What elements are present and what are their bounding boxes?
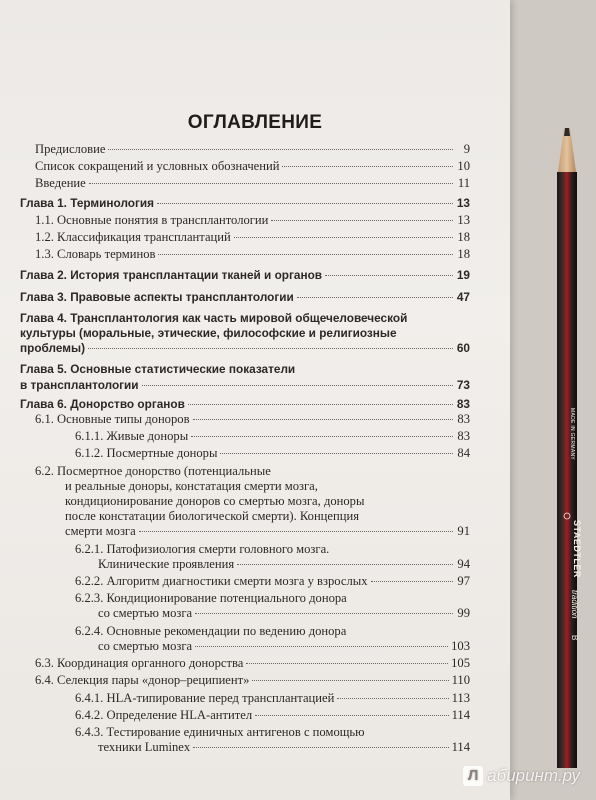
leader-dots xyxy=(220,453,453,454)
toc-page-number: 91 xyxy=(457,524,470,539)
leader-dots xyxy=(371,581,454,582)
toc-entry xyxy=(20,574,470,589)
toc-entry-title: смерти мозга xyxy=(65,524,136,539)
toc-entry-title: 6.1. Основные типы доноров xyxy=(35,412,190,427)
toc-page-number: 19 xyxy=(456,268,470,283)
toc-page-number: 97 xyxy=(457,574,470,589)
toc-entry-title: Список сокращений и условных обозначений xyxy=(35,159,280,174)
toc-entry-title-line: 6.2. Посмертное донорство (потенциальные xyxy=(35,463,271,478)
toc-entry-title-line: кондиционирование доноров со смертью мозга, доноры xyxy=(65,494,365,509)
toc-entry xyxy=(20,591,470,621)
toc-page-number: 114 xyxy=(451,707,470,722)
toc-entry-title: со смертью мозга xyxy=(98,638,193,653)
pencil-grade: B xyxy=(570,635,579,641)
toc-entry-title: 6.4. Селекция пары «донор–реципиент» xyxy=(35,673,250,688)
leader-dots xyxy=(158,254,453,255)
toc-entry-title: Глава 6. Донорство органов xyxy=(20,396,185,411)
toc-entry xyxy=(20,691,470,706)
toc-page-number: 11 xyxy=(457,176,470,191)
leader-dots xyxy=(195,646,448,647)
toc-entry-title: Предисловие xyxy=(35,142,106,156)
pencil-lead xyxy=(564,128,570,136)
toc-chapter xyxy=(20,362,470,392)
leader-dots xyxy=(297,297,453,298)
leader-dots xyxy=(88,348,453,349)
toc-entry xyxy=(20,159,470,174)
toc-entry-title: со смертью мозга xyxy=(98,606,193,621)
toc-entry xyxy=(20,230,470,245)
toc-entry-title: в трансплантологии xyxy=(20,377,139,392)
toc-entry-title: 1.3. Словарь терминов xyxy=(35,247,156,262)
toc-chapter xyxy=(20,290,470,305)
toc-page-number: 83 xyxy=(457,412,470,427)
leader-dots xyxy=(234,237,453,238)
toc-page-number: 13 xyxy=(456,195,470,210)
toc-page-number: 9 xyxy=(463,142,470,156)
toc-page-number: 13 xyxy=(457,212,470,227)
toc-entry xyxy=(20,708,470,723)
page-title: ОГЛАВЛЕНИЕ xyxy=(187,112,323,133)
toc-entry-title-line: 6.2.1. Патофизиология смерти головного мозга. xyxy=(75,541,330,556)
leader-dots xyxy=(188,404,453,405)
leader-dots xyxy=(337,698,448,699)
toc-entry-title: Глава 1. Терминология xyxy=(20,195,155,210)
toc-page-number: 47 xyxy=(456,289,470,304)
toc-page-number: 18 xyxy=(457,230,470,245)
toc-page-number: 83 xyxy=(456,396,470,411)
toc-page-number: 83 xyxy=(457,429,470,444)
toc-entry-title-line: 6.4.3. Тестирование единичных антигенов с помощью xyxy=(75,724,365,739)
pencil-model: tradition xyxy=(570,590,579,619)
leader-dots xyxy=(157,203,453,204)
toc-page-number: 10 xyxy=(457,159,470,174)
toc-entry xyxy=(20,142,470,157)
toc-entry-title: 1.1. Основные понятия в трансплантологии xyxy=(35,212,269,227)
pencil-image xyxy=(552,128,582,768)
toc-entry-title-line: Глава 5. Основные статистические показатели xyxy=(20,362,296,377)
toc-entry-title: Введение xyxy=(35,176,86,191)
toc-entry xyxy=(20,542,470,572)
toc-entry xyxy=(20,464,470,540)
toc-entry-title: Глава 2. История трансплантации тканей и органов xyxy=(20,268,323,283)
toc-page-number: 60 xyxy=(456,341,470,356)
leader-dots xyxy=(237,564,453,565)
toc-page-number: 110 xyxy=(451,673,470,688)
leader-dots xyxy=(271,220,453,221)
toc-entry-title-line: 6.2.3. Кондиционирование потенциального донора xyxy=(75,591,347,606)
toc-entry-title: 6.1.2. Посмертные доноры xyxy=(75,446,218,461)
leader-dots xyxy=(142,385,453,386)
toc-entry-title-line: после констатации биологической смерти). Концепция xyxy=(65,509,360,524)
pencil-origin: MADE IN GERMANY xyxy=(569,408,575,461)
leader-dots xyxy=(252,680,448,681)
toc-chapter xyxy=(20,311,470,357)
labirint-watermark xyxy=(463,766,580,786)
toc-entry xyxy=(20,624,470,654)
toc-entry-title-line: Глава 4. Трансплантология как часть мировой общечеловеческой xyxy=(20,310,408,325)
leader-dots xyxy=(108,149,453,150)
toc-chapter xyxy=(20,397,470,412)
toc-entry-title: 6.4.1. HLA-типирование перед трансплантацией xyxy=(75,690,335,705)
toc-entry-title-line: 6.2.4. Основные рекомендации по ведению донора xyxy=(75,623,347,638)
watermark-text: абиринт.ру xyxy=(487,766,580,785)
toc-entry-title: 1.2. Классификация трансплантаций xyxy=(35,230,231,245)
toc-entry xyxy=(20,656,470,671)
leader-dots xyxy=(246,663,448,664)
toc-chapter xyxy=(20,268,470,283)
toc-page-number: 73 xyxy=(456,377,470,392)
toc-page-number: 99 xyxy=(457,606,470,621)
toc-entry-title: Клинические проявления xyxy=(98,556,235,571)
leader-dots xyxy=(193,747,448,748)
toc-page-number: 113 xyxy=(451,690,470,705)
toc-entry xyxy=(20,429,470,444)
leader-dots xyxy=(139,531,453,532)
leader-dots xyxy=(191,436,453,437)
toc-entry-title-line: и реальные доноры, констатация смерти мозга, xyxy=(65,478,318,493)
toc-page-number: 94 xyxy=(457,556,470,571)
toc-entry-title: Глава 3. Правовые аспекты трансплантологии xyxy=(20,289,294,304)
toc-entry xyxy=(20,673,470,688)
toc-entry xyxy=(20,213,470,228)
toc-entry-title: техники Luminex xyxy=(98,740,191,755)
leader-dots xyxy=(255,715,448,716)
toc-entry-title: 6.4.2. Определение HLA-антител xyxy=(75,707,253,722)
toc-page-number: 18 xyxy=(457,247,470,262)
toc-page-number: 105 xyxy=(451,656,470,671)
toc-entry xyxy=(20,412,470,427)
toc-entry xyxy=(20,446,470,461)
toc-entry-title: 6.1.1. Живые доноры xyxy=(75,429,189,444)
toc-entry xyxy=(20,725,470,755)
leader-dots xyxy=(193,419,453,420)
toc-entry xyxy=(20,176,470,191)
table-of-contents xyxy=(20,142,470,755)
toc-page-number: 114 xyxy=(451,740,470,755)
toc-entry-title: 6.3. Координация органного донорства xyxy=(35,656,244,671)
toc-entry-title: проблемы) xyxy=(20,341,86,356)
leader-dots xyxy=(325,275,453,276)
toc-page-number: 84 xyxy=(457,446,470,461)
labirint-logo: Л xyxy=(463,766,483,786)
leader-dots xyxy=(195,613,453,614)
toc-entry-title-line: культуры (моральные, этические, философские и религиозные xyxy=(20,326,397,341)
toc-entry xyxy=(20,247,470,262)
toc-page-number: 103 xyxy=(451,638,470,653)
toc-entry-title: 6.2.2. Алгоритм диагностики смерти мозга у взрослых xyxy=(75,574,368,589)
leader-dots xyxy=(282,166,453,167)
pencil-body xyxy=(557,172,577,768)
leader-dots xyxy=(89,183,453,184)
pencil-brand: STAEDTLER xyxy=(572,520,582,578)
toc-chapter xyxy=(20,196,470,211)
